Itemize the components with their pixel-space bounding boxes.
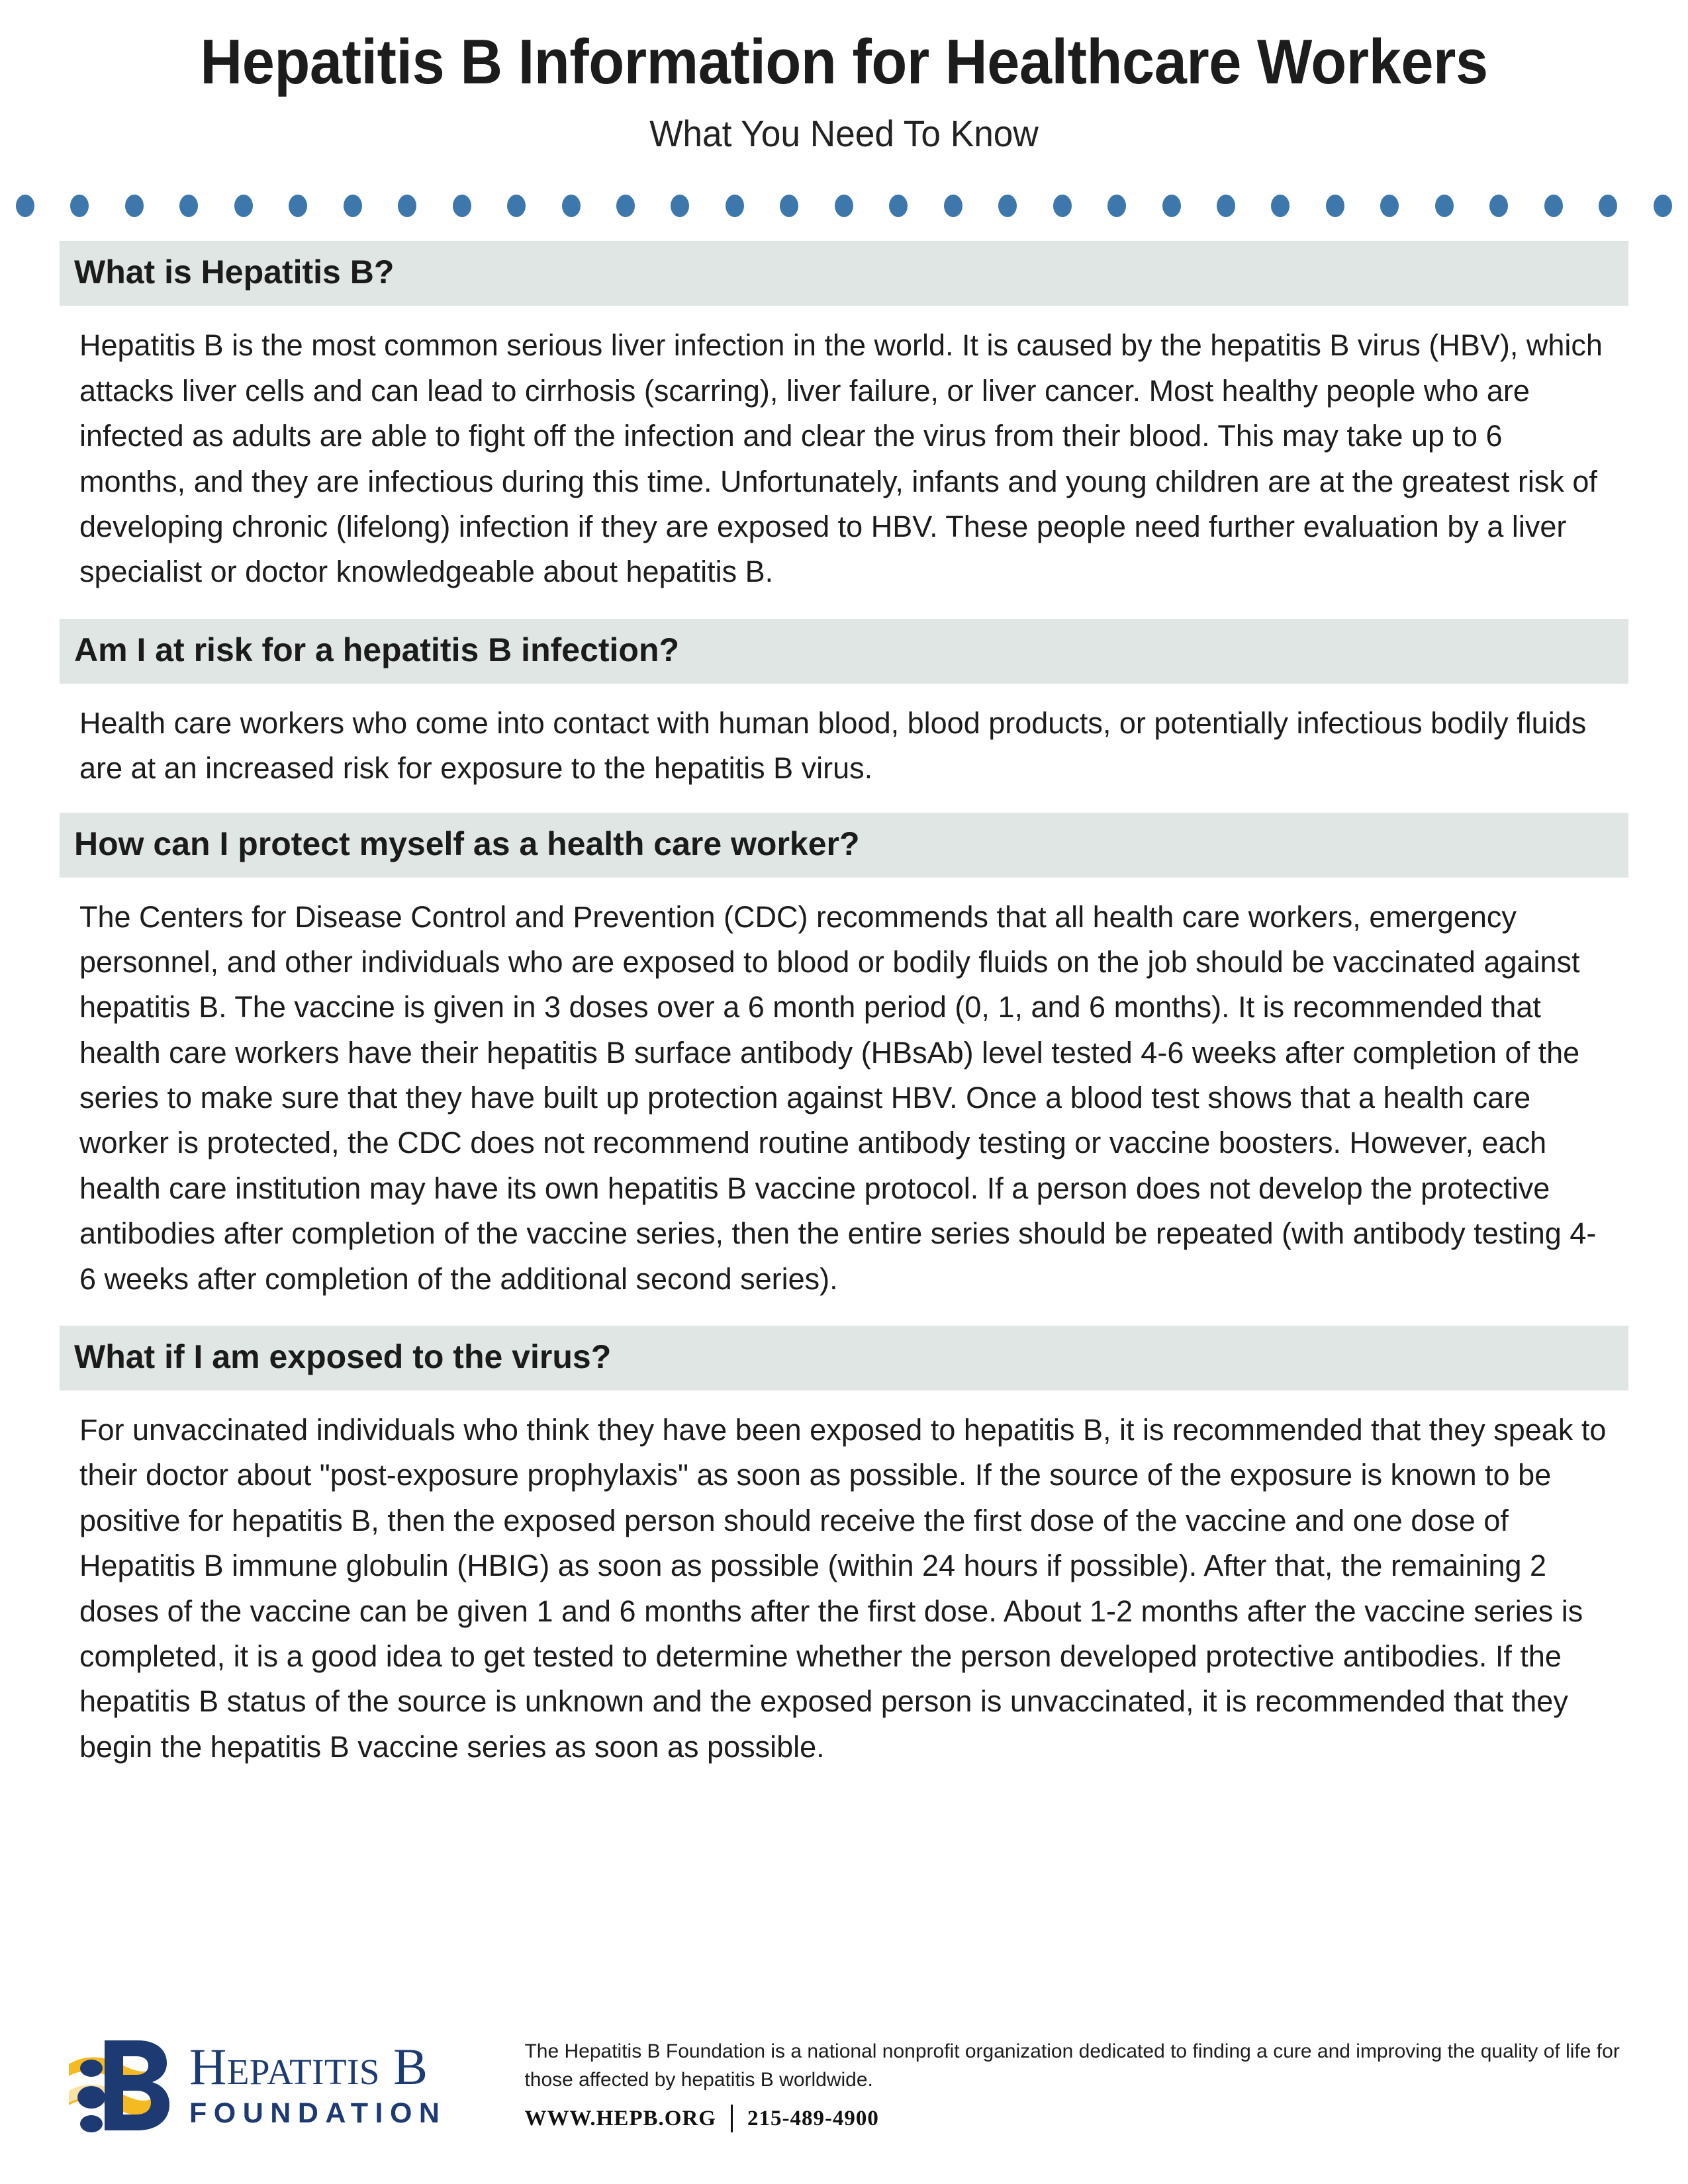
divider-dot (1107, 195, 1126, 217)
divider-dot (1380, 195, 1399, 217)
website-link[interactable]: WWW.HEPB.ORG (524, 2106, 716, 2130)
divider-dot (1053, 195, 1072, 217)
divider-dot (1217, 195, 1235, 217)
divider-dot (507, 195, 526, 217)
divider-dot (234, 195, 253, 217)
divider-dot (398, 195, 416, 217)
phone-number[interactable]: 215-489-4900 (747, 2106, 879, 2130)
document-content (0, 241, 1688, 1776)
divider-dot (1544, 195, 1563, 217)
divider-dot (1162, 195, 1181, 217)
logo-subname: FOUNDATION (189, 2097, 447, 2130)
document-header (0, 0, 1688, 154)
logo-name: Hepatitis B (189, 2037, 428, 2095)
divider-dot (562, 195, 581, 217)
document-footer (0, 2022, 1688, 2143)
divider-dot (289, 195, 307, 217)
divider-dot (16, 195, 34, 217)
divider-dot (616, 195, 635, 217)
divider-dot (1271, 195, 1289, 217)
section-what-is-hepatitis-b (60, 241, 1628, 601)
section-paragraph: For unvaccinated individuals who think they have been exposed to hepatitis B, it is recommended that they speak to their doctor about "post-exposure prophylaxis" as soon as possible. If the source of the exposure is known to be positive for hepatitis B, then the exposed person should receive the first dose of the vaccine and one dose of Hepatitis B immune globulin (HBIG) as soon as possible (within 24 hours if possible). After that, the remaining 2 doses of the vaccine can be given 1 and 6 months after the first dose. About 1-2 months after the vaccine series is completed, it is a good idea to get tested to determine whether the person developed protective antibodies. If the hepatitis B status of the source is unknown and the exposed person is unvaccinated, it is recommended that they begin the hepatitis B vaccine series as soon as possible. (79, 1413, 1607, 1764)
section-am-i-at-risk (60, 619, 1628, 796)
divider-dot (671, 195, 689, 217)
divider-dot (179, 195, 198, 217)
section-paragraph: Hepatitis B is the most common serious liver infection in the world. It is caused by the hepatitis B virus (HBV), which attacks liver cells and can lead to cirrhosis (scarring), liver failure, or liver cancer. Most healthy people who are infected as adults are able to fight off the infection and clear the virus from their blood. This may take up to 6 months, and they are infectious during this time. Unfortunately, infants and young children are at the greatest risk of developing chronic (lifelong) infection if they are exposed to HBV. These people need further evaluation by a liver specialist or doctor knowledgeable about hepatitis B. (79, 328, 1603, 589)
hepatitis-b-foundation-logo (60, 2022, 446, 2143)
divider-dot (780, 195, 798, 217)
divider-dot (726, 195, 744, 217)
divider-dot (70, 195, 89, 217)
section-heading: Am I at risk for a hepatitis B infection? (74, 631, 680, 668)
divider-dot (1435, 195, 1454, 217)
divider-dot (1326, 195, 1344, 217)
foundation-logo-icon (66, 2027, 179, 2143)
footer-info (524, 2022, 1628, 2132)
dotted-divider (0, 188, 1688, 224)
divider-dot (1599, 195, 1617, 217)
section-header-band (60, 619, 1628, 684)
section-paragraph: Health care workers who come into contact with human blood, blood products, or potentially infectious bodily fluids are at an increased risk for exposure to the hepatitis B virus. (79, 705, 1587, 786)
foundation-description: The Hepatitis B Foundation is a national nonprofit organization dedicated to finding a cure and improving the quality of life for those affected by hepatitis B worldwide. (524, 2040, 1620, 2091)
section-heading: How can I protect myself as a health care worker? (74, 825, 860, 862)
section-heading: What is Hepatitis B? (74, 253, 395, 291)
divider-dot (835, 195, 853, 217)
divider-dot (998, 195, 1017, 217)
divider-dot (1489, 195, 1508, 217)
divider-dot (1654, 195, 1672, 217)
section-heading: What if I am exposed to the virus? (74, 1338, 612, 1376)
page-title: Hepatitis B Information for Healthcare Workers (200, 26, 1488, 97)
section-how-can-i-protect-myself (60, 813, 1628, 1309)
logo-wordmark (189, 2037, 447, 2130)
divider-dot (453, 195, 471, 217)
section-what-if-exposed (60, 1326, 1628, 1776)
divider-dot (125, 195, 144, 217)
section-header-band (60, 813, 1628, 878)
section-paragraph: The Centers for Disease Control and Prevention (CDC) recommends that all health care workers, emergency personnel, and other individuals who are exposed to blood or bodily fluids on the job should be vaccinated against hepatitis B. The vaccine is given in 3 doses over a 6 month period (0, 1, and 6 months). It is recommended that health care workers have their hepatitis B surface antibody (HBsAb) level tested 4-6 weeks after completion of the series to make sure that they have built up protection against HBV. Once a blood test shows that a health care worker is protected, the CDC does not recommend routine antibody testing or vaccine boosters. However, each health care institution may have its own hepatitis B vaccine protocol. If a person does not develop the protective antibodies after completion of the vaccine series, then the entire series should be repeated (with antibody testing 4-6 weeks after completion of the additional second series). (79, 899, 1597, 1296)
section-header-band (60, 241, 1628, 306)
page-subtitle: What You Need To Know (649, 112, 1039, 154)
divider-dot (344, 195, 362, 217)
divider-dot (944, 195, 962, 217)
section-header-band (60, 1326, 1628, 1390)
divider-dot (889, 195, 908, 217)
footer-contact-line (524, 2105, 1628, 2132)
contact-separator (731, 2105, 733, 2132)
